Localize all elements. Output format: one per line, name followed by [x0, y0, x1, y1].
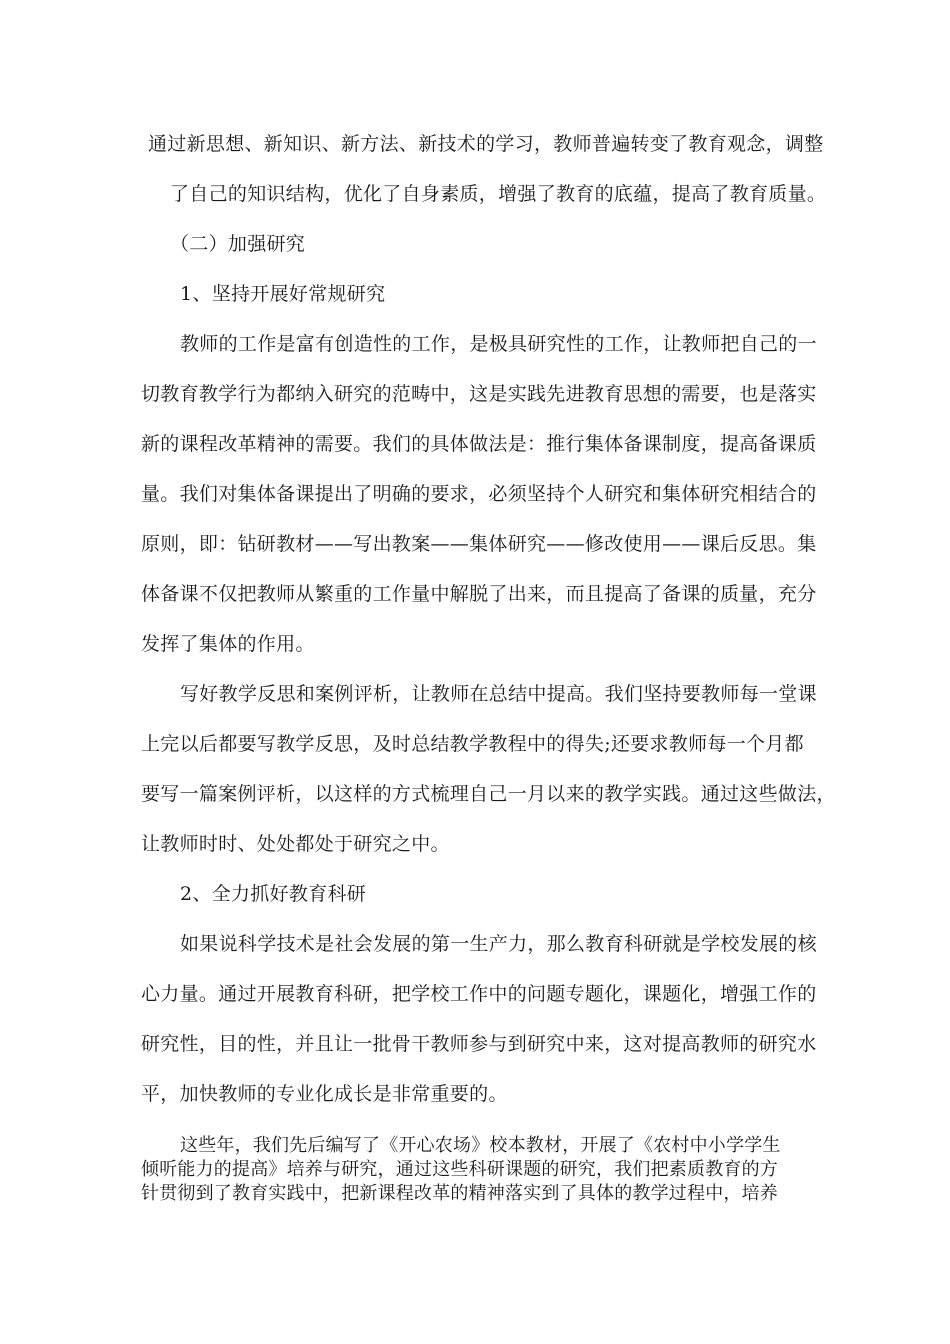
text-line-2: 了自己的知识结构，优化了自身素质，增强了教育的底蕴，提高了教育质量。	[170, 183, 827, 205]
section-heading: （二）加强研究	[170, 233, 306, 255]
subsection-heading-1: 1、坚持开展好常规研究	[180, 283, 386, 305]
text-line-21: 这些年，我们先后编写了《开心农场》校本教材，开展了《农村中小学学生	[180, 1135, 781, 1156]
text-line-15: 让教师时时、处处都处于研究之中。	[141, 833, 450, 855]
text-line-1: 通过新思想、新知识、新方法、新技术的学习，教师普遍转变了教育观念，调整	[148, 133, 824, 155]
subsection-heading-2: 2、全力抓好教育科研	[180, 883, 367, 905]
text-line-18: 心力量。通过开展教育科研，把学校工作中的问题专题化，课题化，增强工作的	[141, 983, 817, 1005]
text-line-9: 原则，即：钻研教材——写出教案——集体研究——修改使用——课后反思。集	[141, 533, 817, 555]
text-line-12: 写好教学反思和案例评析，让教师在总结中提高。我们坚持要教师每一堂课	[180, 683, 817, 705]
text-line-19: 研究性，目的性，并且让一批骨干教师参与到研究中来，这对提高教师的研究水	[141, 1033, 817, 1055]
text-line-5: 教师的工作是富有创造性的工作，是极具研究性的工作，让教师把自己的一	[180, 333, 817, 355]
text-line-6: 切教育教学行为都纳入研究的范畴中，这是实践先进教育思想的需要，也是落实	[141, 383, 817, 405]
text-line-7: 新的课程改革精神的需要。我们的具体做法是：推行集体备课制度，提高备课质	[141, 433, 817, 455]
text-line-23: 针贯彻到了教育实践中，把新课程改革的精神落实到了具体的教学过程中，培养	[141, 1183, 778, 1204]
text-line-22: 倾听能力的提高》培养与研究，通过这些科研课题的研究，我们把素质教育的方	[141, 1159, 778, 1180]
text-line-14: 要写一篇案例评析，以这样的方式梳理自己一月以来的教学实践。通过这些做法，	[141, 783, 836, 805]
text-line-8: 量。我们对集体备课提出了明确的要求，必须坚持个人研究和集体研究相结合的	[141, 483, 817, 505]
text-line-13: 上完以后都要写教学反思，及时总结教学教程中的得失;还要求教师每一个月都	[141, 733, 804, 755]
text-line-17: 如果说科学技术是社会发展的第一生产力，那么教育科研就是学校发展的核	[180, 933, 817, 955]
text-line-20: 平，加快教师的专业化成长是非常重要的。	[141, 1083, 508, 1105]
text-line-10: 体备课不仅把教师从繁重的工作量中解脱了出来，而且提高了备课的质量，充分	[141, 583, 817, 605]
text-line-11: 发挥了集体的作用。	[141, 633, 315, 655]
